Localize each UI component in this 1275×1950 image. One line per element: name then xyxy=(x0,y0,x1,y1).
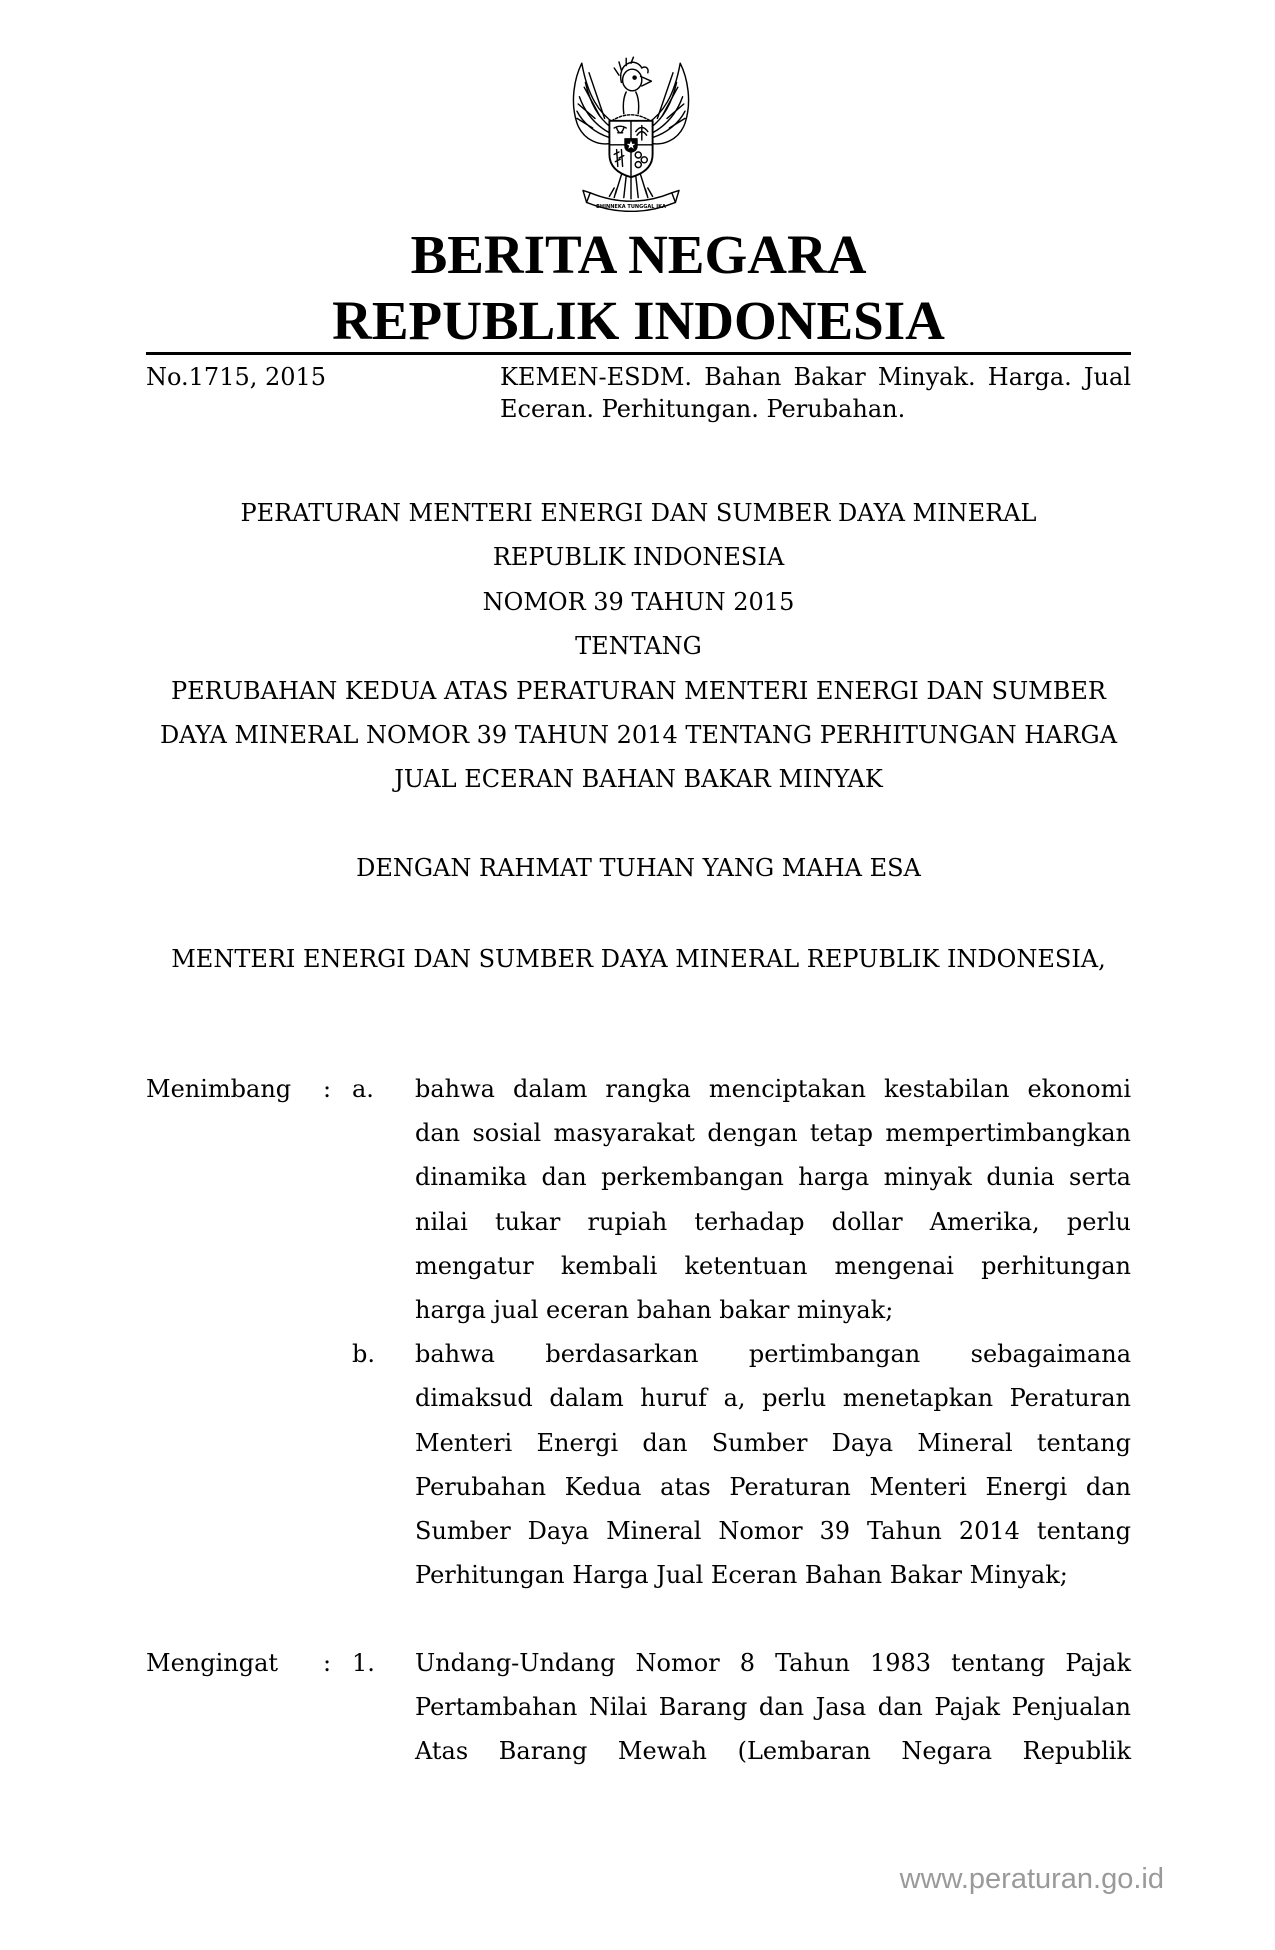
authority xyxy=(146,937,1131,981)
invocation xyxy=(146,846,1131,890)
invocation-text: DENGAN RAHMAT TUHAN YANG MAHA ESA xyxy=(356,854,921,882)
regulation-title-line: NOMOR 39 TAHUN 2015 xyxy=(482,587,795,616)
text-line: Undang-Undang Nomor 8 Tahun 1983 tentang Pajak xyxy=(415,1649,1131,1677)
text-line: Menteri Energi dan Sumber Daya Mineral tentang xyxy=(415,1428,1131,1457)
clause-colon-empty xyxy=(323,1332,352,1597)
text-line: Pertambahan Nilai Barang dan Jasa dan Pajak Penjualan xyxy=(415,1693,1131,1722)
regulation-title xyxy=(146,491,1131,802)
regulation-title-line: REPUBLIK INDONESIA xyxy=(492,543,785,572)
text-line: mengatur kembali ketentuan mengenai perhitungan xyxy=(415,1251,1131,1280)
clause-label-empty xyxy=(146,1332,323,1597)
regulation-title-line: JUAL ECERAN BAHAN BAKAR MINYAK xyxy=(394,765,883,794)
gazette-subject-line: Eceran. Perhitungan. Perubahan. xyxy=(500,395,906,423)
text-line: dan sosial masyarakat dengan tetap mempertimbangkan xyxy=(415,1119,1131,1148)
text-line: dinamika dan perkembangan harga minyak dunia serta xyxy=(415,1163,1131,1192)
text-line: Sumber Daya Mineral Nomor 39 Tahun 2014 tentang xyxy=(415,1517,1131,1546)
text-line: dimaksud dalam huruf a, perlu menetapkan Peraturan xyxy=(415,1384,1131,1413)
emblem-motto: BHINNEKA TUNGGAL IKA xyxy=(596,203,666,210)
regulation-title-line: PERATURAN MENTERI ENERGI DAN SUMBER DAYA MINERAL xyxy=(240,499,1037,527)
gazette-number: No.1715, 2015 xyxy=(146,363,327,391)
considering-colon: : xyxy=(323,1075,332,1103)
garuda-pancasila-emblem xyxy=(558,56,704,212)
observing-label: Mengingat xyxy=(146,1649,279,1677)
considering-item-b xyxy=(146,1332,1131,1597)
text-line: harga jual eceran bahan bakar minyak; xyxy=(415,1296,894,1325)
observing-colon: : xyxy=(323,1649,332,1677)
item-text xyxy=(415,1332,1131,1597)
text-line: Atas Barang Mewah (Lembaran Negara Republik xyxy=(415,1737,1131,1766)
gazette-title-line-2: REPUBLIK INDONESIA xyxy=(332,290,945,351)
item-marker: b. xyxy=(352,1340,375,1369)
masthead-rule xyxy=(146,352,1131,355)
considering-item-a xyxy=(146,1067,1131,1332)
text-line: bahwa dalam rangka menciptakan kestabilan ekonomi xyxy=(415,1075,1131,1103)
text-line: bahwa berdasarkan pertimbangan sebagaimana xyxy=(415,1340,1131,1369)
item-marker: 1. xyxy=(352,1649,375,1677)
gazette-subject xyxy=(500,361,1131,425)
gazette-title-line-1: BERITA NEGARA xyxy=(410,224,867,285)
regulation-title-line: PERUBAHAN KEDUA ATAS PERATURAN MENTERI ENERGI DAN SUMBER xyxy=(171,676,1106,705)
considering-label: Menimbang xyxy=(146,1075,292,1103)
regulation-title-line: DAYA MINERAL NOMOR 39 TAHUN 2014 TENTANG PERHITUNGAN HARGA xyxy=(159,721,1118,750)
authority-text: MENTERI ENERGI DAN SUMBER DAYA MINERAL REPUBLIK INDONESIA, xyxy=(171,945,1106,973)
text-line: Perubahan Kedua atas Peraturan Menteri Energi dan xyxy=(415,1472,1131,1501)
text-line: nilai tukar rupiah terhadap dollar Amerika, perlu xyxy=(415,1207,1131,1236)
text-line: Perhitungan Harga Jual Eceran Bahan Bakar Minyak; xyxy=(415,1561,1068,1590)
item-text xyxy=(415,1067,1131,1332)
footer-website: www.peraturan.go.id xyxy=(899,1863,1164,1895)
item-text xyxy=(415,1641,1131,1774)
observing-section xyxy=(146,1641,1131,1774)
item-marker: a. xyxy=(352,1075,374,1103)
gazette-subject-line: KEMEN-ESDM. Bahan Bakar Minyak. Harga. Jual xyxy=(500,363,1131,391)
observing-item-1 xyxy=(146,1641,1131,1774)
considering-section xyxy=(146,1067,1131,1597)
regulation-title-line: TENTANG xyxy=(575,632,702,661)
